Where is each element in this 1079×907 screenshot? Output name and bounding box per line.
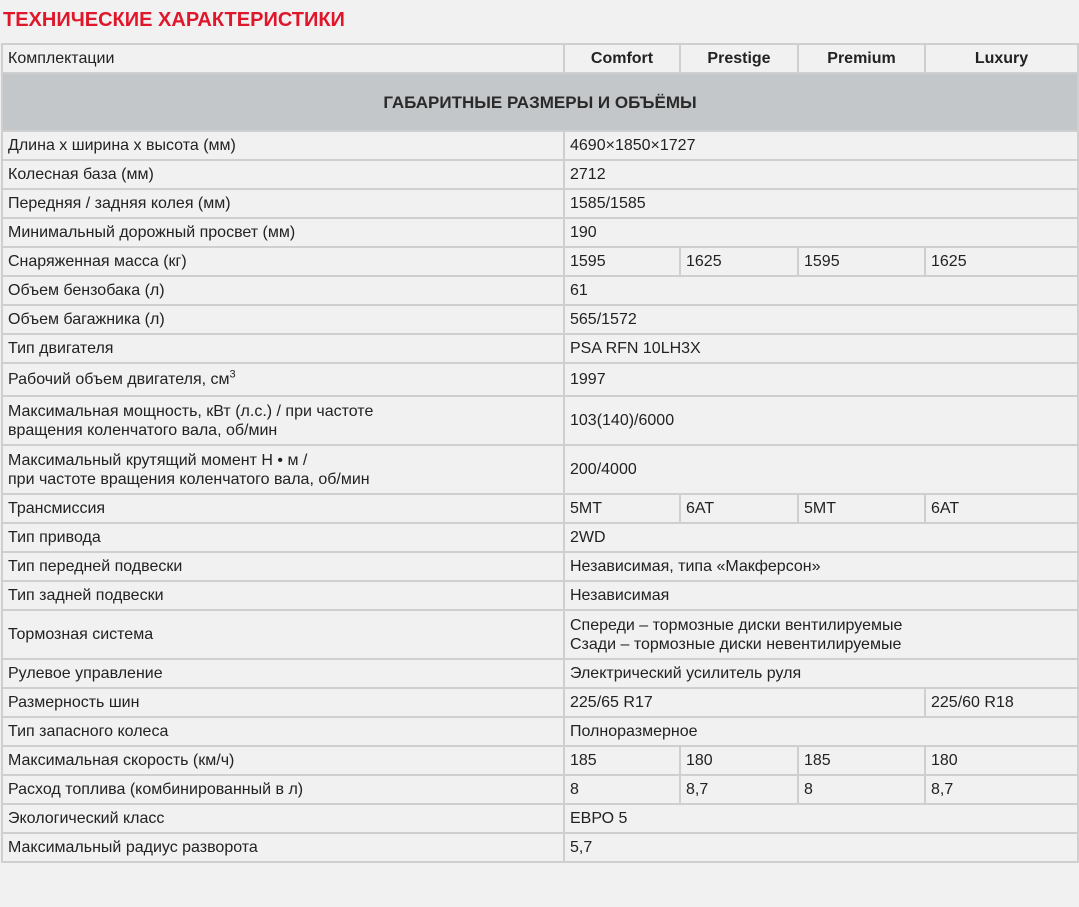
row-value: 2WD (564, 523, 1078, 552)
table-row (2, 276, 1078, 305)
table-row (2, 804, 1078, 833)
row-value: 1997 (564, 363, 1078, 396)
table-row (2, 746, 1078, 775)
row-label (2, 396, 564, 445)
superscript: 3 (229, 368, 236, 381)
trim-header-label: Комплектации (2, 44, 564, 73)
row-value: 61 (564, 276, 1078, 305)
row-value-comfort: 8 (564, 775, 680, 804)
table-row (2, 334, 1078, 363)
row-label-line: Максимальная мощность, кВт (л.с.) / при частоте (8, 402, 374, 420)
row-value-comfort: 185 (564, 746, 680, 775)
row-value: Полноразмерное (564, 717, 1078, 746)
row-label-line: вращения коленчатого вала, об/мин (8, 421, 278, 439)
row-value-prestige: 1625 (680, 247, 798, 276)
row-value-premium: 1595 (798, 247, 925, 276)
row-value-luxury: 180 (925, 746, 1078, 775)
row-value: 190 (564, 218, 1078, 247)
table-row (2, 581, 1078, 610)
table-header-row (2, 44, 1078, 73)
row-label: Рулевое управление (2, 659, 564, 688)
table-row (2, 494, 1078, 523)
row-value-luxury: 1625 (925, 247, 1078, 276)
row-label: Тип привода (2, 523, 564, 552)
table-row (2, 659, 1078, 688)
row-label: Колесная база (мм) (2, 160, 564, 189)
table-row (2, 396, 1078, 445)
section-title: ГАБАРИТНЫЕ РАЗМЕРЫ И ОБЪЁМЫ (2, 73, 1078, 131)
table-row (2, 218, 1078, 247)
table-row (2, 610, 1078, 659)
row-value-luxury: 8,7 (925, 775, 1078, 804)
row-label: Тормозная система (2, 610, 564, 659)
row-value: ЕВРО 5 (564, 804, 1078, 833)
table-row (2, 445, 1078, 494)
row-value-premium: 185 (798, 746, 925, 775)
table-row (2, 363, 1078, 396)
row-label (2, 445, 564, 494)
row-label-line: Максимальный крутящий момент Н • м / (8, 451, 308, 469)
table-row (2, 688, 1078, 717)
trim-premium: Premium (798, 44, 925, 73)
row-value: 5,7 (564, 833, 1078, 862)
trim-comfort: Comfort (564, 44, 680, 73)
row-value: 1585/1585 (564, 189, 1078, 218)
page-title: ТЕХНИЧЕСКИЕ ХАРАКТЕРИСТИКИ (3, 9, 345, 31)
table-row (2, 833, 1078, 862)
row-value-luxury: 225/60 R18 (925, 688, 1078, 717)
table-row (2, 160, 1078, 189)
table-row (2, 523, 1078, 552)
row-label: Размерность шин (2, 688, 564, 717)
row-value: 2712 (564, 160, 1078, 189)
row-label: Тип задней подвески (2, 581, 564, 610)
row-label (2, 363, 564, 396)
row-value: PSA RFN 10LH3X (564, 334, 1078, 363)
table-row (2, 247, 1078, 276)
row-label: Объем багажника (л) (2, 305, 564, 334)
section-row (2, 73, 1078, 131)
row-value-line: Сзади – тормозные диски невентилируемые (570, 635, 902, 653)
spec-table (1, 43, 1079, 863)
row-label: Тип передней подвески (2, 552, 564, 581)
row-value: Независимая (564, 581, 1078, 610)
table-row (2, 189, 1078, 218)
row-value (564, 610, 1078, 659)
row-value-comfort: 5MT (564, 494, 680, 523)
row-value-premium: 8 (798, 775, 925, 804)
row-label: Расход топлива (комбинированный в л) (2, 775, 564, 804)
row-label: Передняя / задняя колея (мм) (2, 189, 564, 218)
trim-prestige: Prestige (680, 44, 798, 73)
row-value: Независимая, типа «Макферсон» (564, 552, 1078, 581)
row-label: Тип запасного колеса (2, 717, 564, 746)
row-value: 4690×1850×1727 (564, 131, 1078, 160)
row-label-line: при частоте вращения коленчатого вала, об/мин (8, 470, 370, 488)
row-label: Тип двигателя (2, 334, 564, 363)
trim-luxury: Luxury (925, 44, 1078, 73)
table-row (2, 775, 1078, 804)
row-value-luxury: 6AT (925, 494, 1078, 523)
table-row (2, 305, 1078, 334)
row-label: Длина х ширина х высота (мм) (2, 131, 564, 160)
row-value-line: Спереди – тормозные диски вентилируемые (570, 616, 903, 634)
row-value: 225/65 R17 (564, 688, 925, 717)
row-value: 103(140)/6000 (564, 396, 1078, 445)
row-value-comfort: 1595 (564, 247, 680, 276)
row-label: Экологический класс (2, 804, 564, 833)
row-value-prestige: 8,7 (680, 775, 798, 804)
row-label-text: Рабочий объем двигателя, см (8, 371, 230, 388)
row-label: Максимальная скорость (км/ч) (2, 746, 564, 775)
row-label: Максимальный радиус разворота (2, 833, 564, 862)
row-label: Снаряженная масса (кг) (2, 247, 564, 276)
table-row (2, 131, 1078, 160)
row-value-prestige: 180 (680, 746, 798, 775)
row-value-premium: 5MT (798, 494, 925, 523)
row-label: Трансмиссия (2, 494, 564, 523)
table-row (2, 552, 1078, 581)
row-value: 200/4000 (564, 445, 1078, 494)
table-row (2, 717, 1078, 746)
row-value: 565/1572 (564, 305, 1078, 334)
row-value: Электрический усилитель руля (564, 659, 1078, 688)
row-label: Объем бензобака (л) (2, 276, 564, 305)
row-value-prestige: 6AT (680, 494, 798, 523)
row-label: Минимальный дорожный просвет (мм) (2, 218, 564, 247)
